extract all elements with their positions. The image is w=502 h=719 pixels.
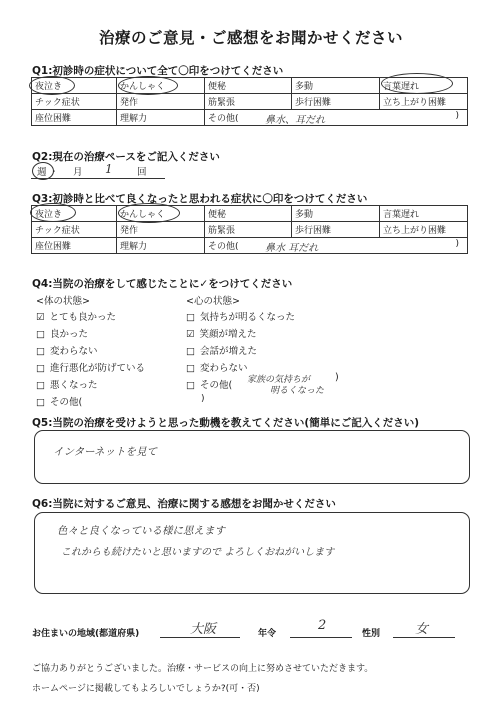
q3-cell[interactable]: 筋緊張: [205, 222, 292, 238]
thanks-text: ご協力ありがとうございました。治療・サービスの向上に努めさせていただきます。: [32, 664, 374, 674]
q3-cell[interactable]: 理解力: [117, 238, 205, 254]
q1-cell[interactable]: 多動: [292, 78, 380, 94]
gender-underline: [393, 637, 455, 638]
checkbox-icon[interactable]: □: [186, 380, 195, 391]
q3-cell[interactable]: 便秘: [205, 206, 292, 222]
body-checkbox-item[interactable]: [36, 309, 116, 323]
q6-answer-line1: 色々と良くなっている様に思えます: [57, 525, 225, 537]
mind-checkbox-item[interactable]: [186, 326, 257, 340]
q6-heading: Q6:当院に対するご意見、治療に関する感想をお聞かせください: [32, 498, 336, 510]
q3-other-cell[interactable]: [205, 238, 468, 254]
mind-item-label: その他(: [199, 380, 233, 391]
q3-cell[interactable]: 夜泣き: [32, 206, 117, 222]
mind-item-label: 気持ちが明るくなった: [199, 312, 295, 323]
checkbox-icon[interactable]: □: [36, 346, 45, 357]
q2-times: 回: [137, 167, 147, 178]
q1-other-cell[interactable]: [205, 110, 468, 126]
age-label: 年令: [258, 629, 277, 639]
body-checkbox-item[interactable]: [36, 377, 98, 391]
q3-cell[interactable]: 発作: [117, 222, 205, 238]
mind-checkbox-item[interactable]: [186, 377, 232, 391]
checkbox-icon[interactable]: □: [36, 329, 45, 340]
checkbox-icon[interactable]: □: [36, 397, 45, 408]
q3-cell[interactable]: 座位困難: [32, 238, 117, 254]
q5-heading: Q5:当院の治療を受けようと思った動機を教えてください(簡単にご記入ください): [32, 417, 420, 429]
checked-box-icon[interactable]: ☑: [186, 329, 195, 340]
mind-checkbox-item[interactable]: [186, 343, 257, 357]
q1-cell[interactable]: 便秘: [205, 78, 292, 94]
gender-value: 女: [415, 622, 429, 637]
q3-symptom-table: [31, 205, 468, 254]
q3-cell[interactable]: チック症状: [32, 222, 117, 238]
q3-cell[interactable]: 多動: [292, 206, 380, 222]
mind-checkbox-item[interactable]: [186, 309, 295, 323]
body-checkbox-item[interactable]: [36, 326, 88, 340]
q3-cell[interactable]: かんしゃく: [117, 206, 205, 222]
q4-body-label: <体の状態>: [36, 296, 90, 307]
q4-body-other-close: ): [201, 394, 205, 404]
body-item-label: 変わらない: [49, 346, 98, 357]
q4-mind-label: <心の状態>: [186, 296, 240, 307]
region-underline: [160, 637, 240, 638]
q1-symptom-table: [31, 77, 468, 126]
body-checkbox-item[interactable]: [36, 343, 98, 357]
checkbox-icon[interactable]: □: [36, 363, 45, 374]
body-checkbox-item[interactable]: [36, 360, 145, 374]
checkbox-icon[interactable]: □: [186, 363, 195, 374]
q1-other-handwritten: 鼻水、耳だれ: [265, 115, 325, 126]
q4-mind-other-handwritten-1: 家族の気持ちが: [247, 375, 311, 385]
q1-heading: Q1:初診時の症状について全て〇印をつけてください: [32, 65, 284, 77]
q2-dot: ・: [49, 167, 59, 178]
q1-other-close: ): [455, 111, 459, 121]
gender-label: 性別: [362, 629, 381, 639]
body-item-label: 進行悪化が防げている: [49, 363, 145, 374]
checkbox-icon[interactable]: □: [186, 312, 195, 323]
q4-mind-other-close: ): [335, 372, 339, 383]
q2-pace-field[interactable]: [31, 164, 181, 177]
consent-text: ホームページに掲載してもよろしいでしょうか?(可・否): [32, 684, 260, 694]
mind-item-label: 変わらない: [199, 363, 248, 374]
q1-cell[interactable]: チック症状: [32, 94, 117, 110]
body-item-label: 悪くなった: [49, 380, 98, 391]
q2-count: 1: [105, 162, 113, 176]
q3-other-close: ): [455, 239, 459, 249]
checkbox-icon[interactable]: □: [36, 380, 45, 391]
q3-cell[interactable]: 言葉遅れ: [380, 206, 468, 222]
q2-underline: [31, 178, 165, 179]
q2-week: 週: [37, 167, 47, 178]
q3-other-label: その他(: [208, 242, 239, 252]
q1-cell[interactable]: 筋緊張: [205, 94, 292, 110]
q6-answer-line2: これからも続けたいと思いますので よろしくおねがいします: [61, 547, 335, 558]
mind-item-label: 会話が増えた: [199, 346, 257, 357]
body-item-label: その他(: [49, 397, 83, 408]
q1-cell[interactable]: 理解力: [117, 110, 205, 126]
q6-answer-box[interactable]: [34, 512, 470, 594]
q3-cell[interactable]: 立ち上がり困難: [380, 222, 468, 238]
q1-cell[interactable]: 言葉遅れ: [380, 78, 468, 94]
q1-cell[interactable]: 発作: [117, 94, 205, 110]
q5-answer: インターネットを見て: [53, 446, 158, 458]
q1-other-label: その他(: [208, 114, 239, 124]
body-checkbox-item[interactable]: [36, 394, 82, 408]
q3-cell[interactable]: 歩行困難: [292, 222, 380, 238]
region-value: 大阪: [190, 622, 217, 637]
q4-heading: Q4:当院の治療をして感じたことに✓をつけてください: [32, 278, 293, 290]
age-underline: [290, 637, 352, 638]
mind-item-label: 笑顔が増えた: [199, 329, 257, 340]
q3-heading: Q3:初診時と比べて良くなったと思われる症状に〇印をつけてください: [32, 193, 368, 205]
q1-cell[interactable]: 座位困難: [32, 110, 117, 126]
body-item-label: 良かった: [49, 329, 88, 340]
age-value: 2: [318, 618, 327, 633]
checkbox-icon[interactable]: □: [186, 346, 195, 357]
q2-month: 月: [73, 167, 83, 178]
q3-other-handwritten: 鼻水 耳だれ: [265, 243, 319, 254]
q4-mind-other-handwritten-2: 明るくなった: [270, 386, 325, 396]
body-item-label: とても良かった: [49, 312, 117, 323]
q1-cell[interactable]: 夜泣き: [32, 78, 117, 94]
q1-cell[interactable]: かんしゃく: [117, 78, 205, 94]
q1-cell[interactable]: 歩行困難: [292, 94, 380, 110]
q1-cell[interactable]: 立ち上がり困難: [380, 94, 468, 110]
region-label: お住まいの地域(都道府県): [32, 629, 140, 639]
q5-answer-box[interactable]: [34, 430, 470, 484]
mind-checkbox-item[interactable]: [186, 360, 248, 374]
q2-heading: Q2:現在の治療ペースをご記入ください: [32, 151, 220, 163]
checked-box-icon[interactable]: ☑: [36, 312, 45, 323]
form-title: 治療のご意見・ご感想をお聞かせください: [98, 29, 403, 47]
